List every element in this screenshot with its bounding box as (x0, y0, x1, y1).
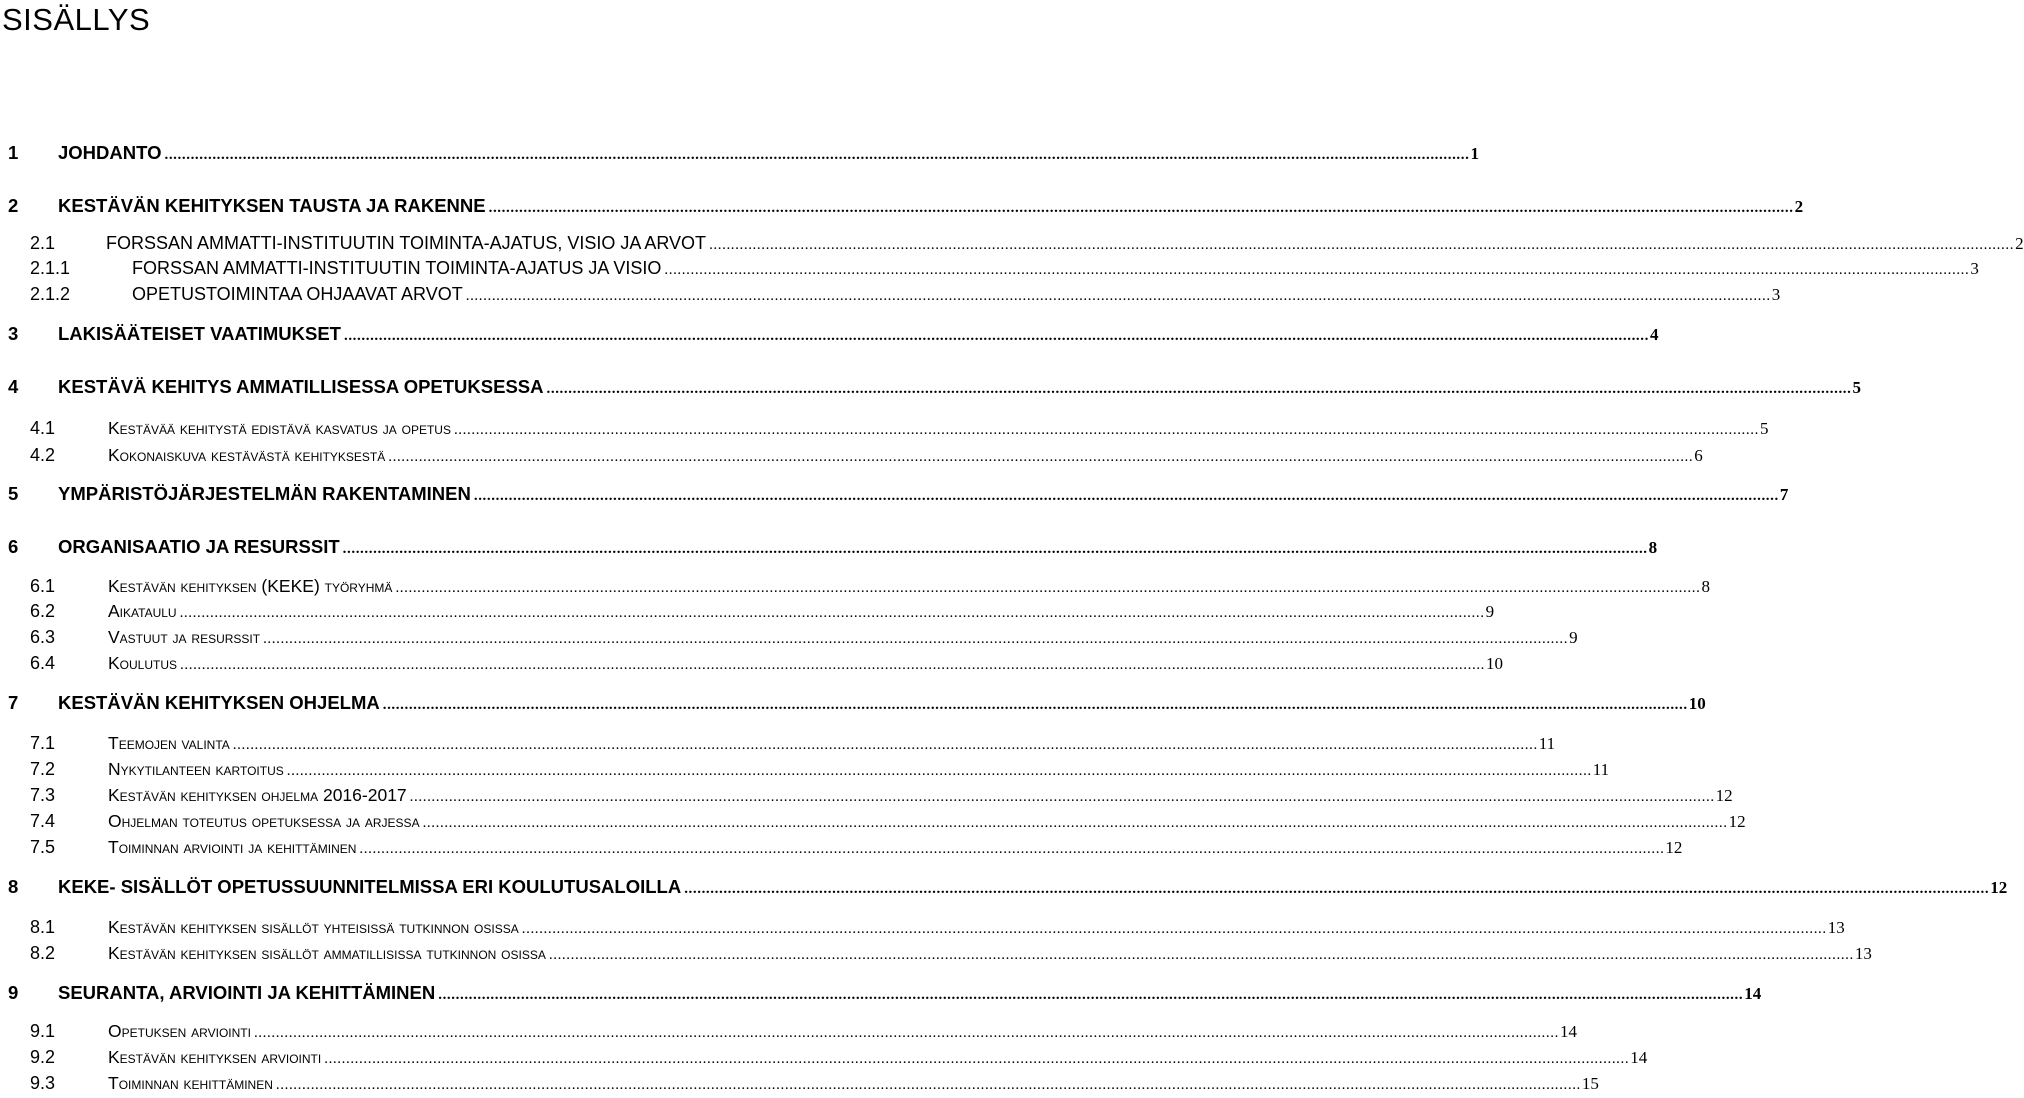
toc-entry-page: 12 (1728, 812, 1746, 831)
dot-leader: ............................................................................................................................................................................................................................................................................................................ (275, 1077, 1581, 1093)
toc-entry-number: 3 (8, 323, 19, 344)
dot-leader: ............................................................................................................................................................................................................................................................................................................ (382, 697, 1688, 713)
toc-entry-number: 2.1 (30, 233, 56, 253)
toc-entry-page: 6 (1694, 446, 1703, 465)
toc-entry-page: 3 (1771, 285, 1781, 304)
toc-entry-number: 6 (8, 536, 19, 557)
toc-entry-title: Kestävän kehityksen (KEKE) työryhmä (108, 576, 393, 596)
toc-entry-page: 1 (1470, 144, 1479, 163)
toc-entry[interactable] (8, 483, 1789, 507)
page-title: SISÄLLYS (2, 2, 151, 37)
dot-leader: ............................................................................................................................................................................................................................................................................................................ (422, 815, 1728, 831)
toc-entry-page: 7 (1779, 485, 1789, 504)
toc-entry[interactable] (8, 284, 1781, 308)
toc-entry-number: 4.1 (30, 418, 56, 438)
toc-entry[interactable] (8, 733, 1556, 757)
toc-entry-page: 13 (1827, 918, 1845, 937)
toc-entry-title: Nykytilanteen kartoitus (108, 759, 284, 779)
toc-entry[interactable] (8, 1073, 1599, 1097)
toc-entry[interactable] (8, 323, 1659, 347)
toc-entry-number: 6.4 (30, 653, 56, 673)
toc-entry-number: 8 (8, 876, 19, 897)
toc-entry-title: Aikataulu (108, 601, 177, 621)
toc-entry[interactable] (8, 445, 1703, 469)
toc-entry-number: 9.1 (30, 1021, 56, 1041)
toc-entry[interactable] (8, 258, 1979, 282)
toc-entry-title: Kokonaiskuva kestävästä kehityksestä (108, 445, 386, 465)
dot-leader: ............................................................................................................................................................................................................................................................................................................ (164, 147, 1470, 163)
toc-entry-page: 11 (1538, 734, 1556, 753)
toc-entry-number: 6.1 (30, 576, 56, 596)
toc-entry-title: Koulutus (108, 653, 178, 673)
toc-entry-title: OPETUSTOIMINTAA OHJAAVAT ARVOT (132, 284, 463, 304)
toc-entry[interactable] (8, 627, 1578, 651)
toc-entry-number: 1 (8, 142, 19, 163)
toc-entry-number: 8.1 (30, 917, 56, 937)
toc-entry[interactable] (8, 1021, 1577, 1045)
dot-leader: ............................................................................................................................................................................................................................................................................................................ (180, 657, 1486, 673)
toc-entry-title: KEKE- SISÄLLÖT OPETUSSUUNNITELMISSA ERI KOULUTUSALOILLA (58, 876, 682, 897)
toc-entry-number: 4.2 (30, 445, 56, 465)
toc-entry-page: 14 (1744, 984, 1762, 1003)
toc-entry[interactable] (8, 943, 1872, 967)
toc-entry-page: 15 (1581, 1074, 1599, 1093)
toc-entry-title: FORSSAN AMMATTI-INSTITUUTIN TOIMINTA-AJATUS, VISIO JA ARVOT (106, 233, 707, 253)
toc-entry[interactable] (8, 837, 1683, 861)
toc-entry-title: SEURANTA, ARVIOINTI JA KEHITTÄMINEN (58, 982, 436, 1003)
toc-entry-number: 6.3 (30, 627, 56, 647)
toc-entry[interactable] (8, 195, 1804, 219)
toc-entry[interactable] (8, 376, 1861, 400)
toc-entry[interactable] (8, 811, 1746, 835)
toc-entry-number: 2.1.1 (30, 258, 71, 278)
toc-entry[interactable] (8, 917, 1845, 941)
toc-entry-page: 4 (1649, 325, 1659, 344)
toc-entry-title: Kestävän kehityksen sisällöt yhteisissä tutkinnon osissa (108, 917, 519, 937)
toc-entry-page: 12 (1715, 786, 1733, 805)
toc-entry-title: Toiminnan arviointi ja kehittäminen (108, 837, 357, 857)
toc-entry-page: 12 (1990, 878, 2008, 897)
toc-entry-number: 9.3 (30, 1073, 56, 1093)
toc-entry-title: KESTÄVÄ KEHITYS AMMATILLISESSA OPETUKSESSA (58, 376, 544, 397)
dot-leader: ............................................................................................................................................................................................................................................................................................................ (684, 881, 1990, 897)
toc-entry-title: Toiminnan kehittäminen (108, 1073, 273, 1093)
dot-leader: ............................................................................................................................................................................................................................................................................................................ (438, 987, 1744, 1003)
dot-leader: ............................................................................................................................................................................................................................................................................................................ (409, 789, 1715, 805)
dot-leader: ............................................................................................................................................................................................................................................................................................................ (548, 947, 1854, 963)
toc-entry-page: 2 (2015, 234, 2024, 253)
dot-leader: ............................................................................................................................................................................................................................................................................................................ (465, 288, 1771, 304)
toc-entry-page: 3 (1970, 259, 1979, 278)
dot-leader: ............................................................................................................................................................................................................................................................................................................ (359, 841, 1665, 857)
toc-entry-title: JOHDANTO (58, 142, 162, 163)
dot-leader: ............................................................................................................................................................................................................................................................................................................ (286, 763, 1592, 779)
dot-leader: ............................................................................................................................................................................................................................................................................................................ (179, 605, 1485, 621)
dot-leader: ............................................................................................................................................................................................................................................................................................................ (253, 1025, 1559, 1041)
toc-entry-number: 9.2 (30, 1047, 56, 1067)
toc-entry-page: 8 (1648, 538, 1658, 557)
toc-entry-page: 14 (1630, 1048, 1648, 1067)
toc-entry[interactable] (8, 653, 1504, 677)
toc-entry-page: 10 (1486, 654, 1504, 673)
toc-entry-number: 7.1 (30, 733, 56, 753)
dot-leader: ............................................................................................................................................................................................................................................................................................................ (521, 921, 1827, 937)
toc-entry-page: 9 (1485, 602, 1495, 621)
toc-entry-page: 5 (1759, 419, 1769, 438)
toc-entry-title: Ohjelman toteutus opetuksessa ja arjessa (108, 811, 420, 831)
toc-entry-number: 7.5 (30, 837, 56, 857)
toc-entry-number: 7 (8, 692, 19, 713)
toc-entry-number: 7.2 (30, 759, 56, 779)
toc-entry[interactable] (8, 601, 1495, 625)
toc-entry[interactable] (8, 536, 1658, 560)
dot-leader: ............................................................................................................................................................................................................................................................................................................ (709, 237, 2015, 253)
toc-entry-title: Kestävän kehityksen sisällöt ammatillisissa tutkinnon osissa (108, 943, 546, 963)
toc-entry[interactable] (8, 576, 1710, 600)
toc-entry[interactable] (8, 418, 1769, 442)
toc-entry-title: Kestävän kehityksen arviointi (108, 1047, 322, 1067)
toc-entry-page: 8 (1701, 577, 1710, 596)
toc-entry[interactable] (8, 982, 1762, 1006)
toc-entry-number: 9 (8, 982, 19, 1003)
toc-entry-number: 7.3 (30, 785, 56, 805)
toc-entry-number: 2.1.2 (30, 284, 71, 304)
dot-leader: ............................................................................................................................................................................................................................................................................................................ (342, 541, 1648, 557)
toc-entry-title: Kestävää kehitystä edistävä kasvatus ja opetus (108, 418, 451, 438)
toc-entry[interactable] (8, 142, 1479, 166)
toc-entry-page: 12 (1665, 838, 1683, 857)
toc-entry-title: Teemojen valinta (108, 733, 230, 753)
toc-entry[interactable] (8, 1047, 1648, 1071)
dot-leader: ............................................................................................................................................................................................................................................................................................................ (263, 631, 1569, 647)
toc-entry[interactable] (8, 233, 2024, 257)
toc-entry-page: 11 (1592, 760, 1610, 779)
toc-entry-title: ORGANISAATIO JA RESURSSIT (58, 536, 340, 557)
toc-entry-title: Opetuksen arviointi (108, 1021, 251, 1041)
toc-entry-number: 6.2 (30, 601, 56, 621)
toc-entry-number: 7.4 (30, 811, 56, 831)
dot-leader: ............................................................................................................................................................................................................................................................................................................ (453, 422, 1759, 438)
dot-leader: ............................................................................................................................................................................................................................................................................................................ (473, 488, 1779, 504)
toc-entry-page: 13 (1854, 944, 1872, 963)
dot-leader: ............................................................................................................................................................................................................................................................................................................ (395, 580, 1701, 596)
toc-entry-title: FORSSAN AMMATTI-INSTITUUTIN TOIMINTA-AJATUS JA VISIO (132, 258, 662, 278)
toc-entry-number: 4 (8, 376, 19, 397)
toc-entry[interactable] (8, 759, 1610, 783)
dot-leader: ............................................................................................................................................................................................................................................................................................................ (324, 1051, 1630, 1067)
dot-leader: ............................................................................................................................................................................................................................................................................................................ (343, 328, 1649, 344)
toc-entry-title: YMPÄRISTÖJÄRJESTELMÄN RAKENTAMINEN (58, 483, 471, 504)
toc-entry-number: 5 (8, 483, 19, 504)
toc-entry[interactable] (8, 876, 2008, 900)
toc-entry-number: 2 (8, 195, 19, 216)
toc-entry-number: 8.2 (30, 943, 56, 963)
toc-entry-page: 14 (1559, 1022, 1577, 1041)
toc-entry[interactable] (8, 692, 1706, 716)
dot-leader: ............................................................................................................................................................................................................................................................................................................ (488, 200, 1794, 216)
toc-entry-title: KESTÄVÄN KEHITYKSEN TAUSTA JA RAKENNE (58, 195, 486, 216)
toc-entry-title: LAKISÄÄTEISET VAATIMUKSET (58, 323, 341, 344)
toc-entry-title: KESTÄVÄN KEHITYKSEN OHJELMA (58, 692, 380, 713)
toc-entry-title: Kestävän kehityksen ohjelma 2016-2017 (108, 785, 407, 805)
toc-entry-page: 2 (1794, 197, 1804, 216)
toc-entry-page: 10 (1688, 694, 1706, 713)
dot-leader: ............................................................................................................................................................................................................................................................................................................ (388, 449, 1694, 465)
toc-entry-page: 9 (1569, 628, 1578, 647)
dot-leader: ............................................................................................................................................................................................................................................................................................................ (546, 381, 1852, 397)
toc-entry-title: Vastuut ja resurssit (108, 627, 261, 647)
toc-entry[interactable] (8, 785, 1733, 809)
dot-leader: ............................................................................................................................................................................................................................................................................................................ (232, 737, 1538, 753)
toc-entry-page: 5 (1852, 378, 1861, 397)
dot-leader: ............................................................................................................................................................................................................................................................................................................ (664, 262, 1970, 278)
